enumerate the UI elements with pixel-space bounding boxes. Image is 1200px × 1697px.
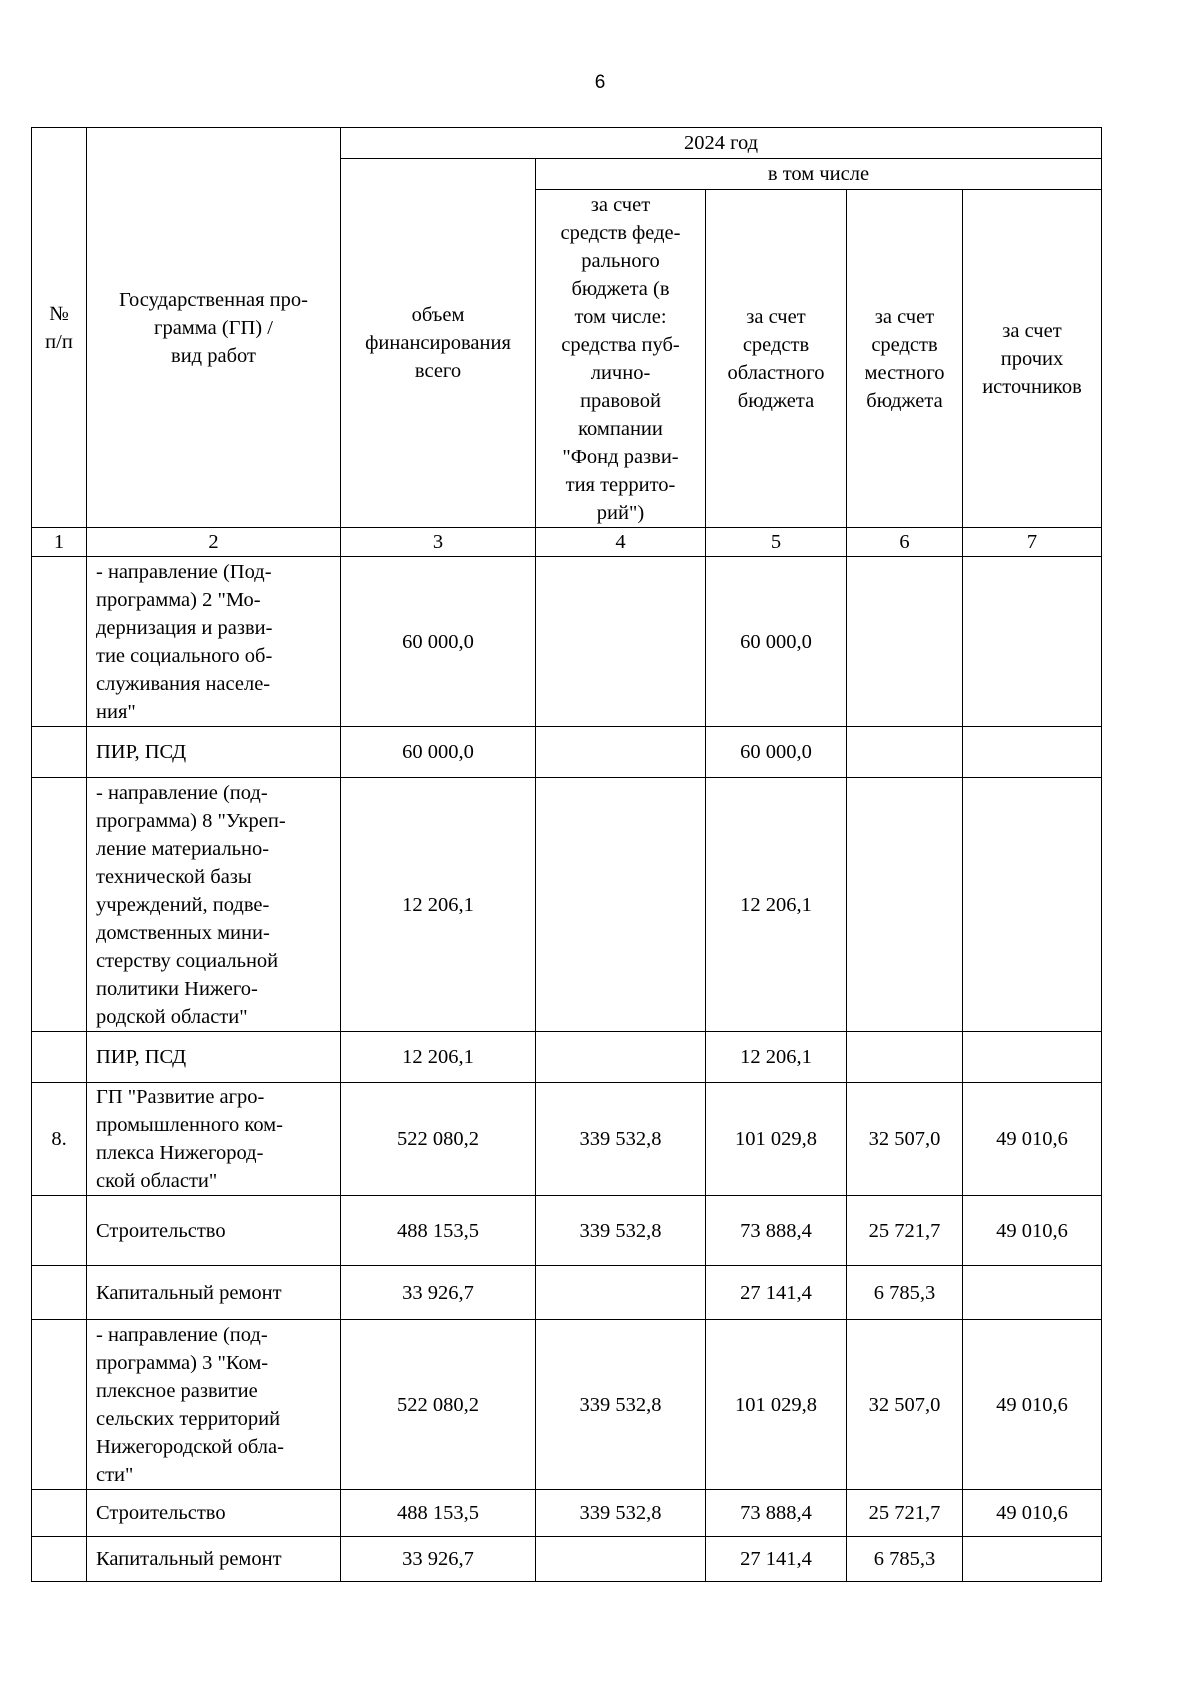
cell-total: 33 926,7 bbox=[341, 1266, 536, 1320]
row-number bbox=[32, 1490, 87, 1537]
cell-other bbox=[963, 1537, 1102, 1582]
column-number: 2 bbox=[87, 528, 341, 557]
cell-federal bbox=[536, 557, 706, 727]
row-name: Капитальный ремонт bbox=[87, 1266, 341, 1320]
cell-other bbox=[963, 778, 1102, 1032]
cell-other: 49 010,6 bbox=[963, 1196, 1102, 1266]
page-number: 6 bbox=[594, 72, 606, 93]
cell-other bbox=[963, 1266, 1102, 1320]
cell-local bbox=[847, 1032, 963, 1083]
table-row bbox=[32, 1032, 1102, 1083]
cell-other: 49 010,6 bbox=[963, 1490, 1102, 1537]
row-number bbox=[32, 778, 87, 1032]
cell-local bbox=[847, 727, 963, 778]
table-row bbox=[32, 1266, 1102, 1320]
cell-total: 488 153,5 bbox=[341, 1490, 536, 1537]
cell-federal bbox=[536, 1537, 706, 1582]
cell-regional: 101 029,8 bbox=[706, 1083, 847, 1196]
column-number: 6 bbox=[847, 528, 963, 557]
row-number bbox=[32, 1537, 87, 1582]
cell-regional: 12 206,1 bbox=[706, 778, 847, 1032]
cell-total: 488 153,5 bbox=[341, 1196, 536, 1266]
cell-regional: 60 000,0 bbox=[706, 557, 847, 727]
column-number: 3 bbox=[341, 528, 536, 557]
cell-total: 522 080,2 bbox=[341, 1320, 536, 1490]
row-name: Строительство bbox=[87, 1490, 341, 1537]
cell-other: 49 010,6 bbox=[963, 1320, 1102, 1490]
cell-regional: 73 888,4 bbox=[706, 1196, 847, 1266]
cell-local bbox=[847, 778, 963, 1032]
table-row bbox=[32, 778, 1102, 1032]
cell-regional: 27 141,4 bbox=[706, 1537, 847, 1582]
cell-regional: 27 141,4 bbox=[706, 1266, 847, 1320]
cell-regional: 12 206,1 bbox=[706, 1032, 847, 1083]
row-number bbox=[32, 1266, 87, 1320]
row-name: Капитальный ремонт bbox=[87, 1537, 341, 1582]
row-number bbox=[32, 1196, 87, 1266]
header-regional-budget: за счет средств областного бюджета bbox=[706, 190, 847, 528]
row-name: ПИР, ПСД bbox=[87, 1032, 341, 1083]
cell-other: 49 010,6 bbox=[963, 1083, 1102, 1196]
header-program: Государственная про- грамма (ГП) / вид работ bbox=[87, 128, 341, 528]
row-name: - направление (под- программа) 8 "Укреп- ление материально- технической базы учреждений, подве- домственных мини- стерству социальной политики Нижего- родской области" bbox=[87, 778, 341, 1032]
cell-federal bbox=[536, 727, 706, 778]
table-row bbox=[32, 1083, 1102, 1196]
row-name: Строительство bbox=[87, 1196, 341, 1266]
cell-federal bbox=[536, 1032, 706, 1083]
header-other-sources: за счет прочих источников bbox=[963, 190, 1102, 528]
row-name: - направление (Под- программа) 2 "Мо- дернизация и разви- тие социального об- служивания населе- ния" bbox=[87, 557, 341, 727]
cell-regional: 60 000,0 bbox=[706, 727, 847, 778]
cell-federal bbox=[536, 778, 706, 1032]
cell-regional: 73 888,4 bbox=[706, 1490, 847, 1537]
cell-regional: 101 029,8 bbox=[706, 1320, 847, 1490]
row-name: ПИР, ПСД bbox=[87, 727, 341, 778]
cell-total: 12 206,1 bbox=[341, 1032, 536, 1083]
column-number: 4 bbox=[536, 528, 706, 557]
cell-other bbox=[963, 727, 1102, 778]
cell-total: 33 926,7 bbox=[341, 1537, 536, 1582]
header-federal-budget: за счет средств феде- рального бюджета (в том числе: средства пуб- лично- правовой компании "Фонд разви- тия террито- рий") bbox=[536, 190, 706, 528]
cell-other bbox=[963, 557, 1102, 727]
cell-total: 522 080,2 bbox=[341, 1083, 536, 1196]
column-number: 5 bbox=[706, 528, 847, 557]
header-including: в том числе bbox=[536, 159, 1102, 190]
cell-federal: 339 532,8 bbox=[536, 1196, 706, 1266]
cell-federal: 339 532,8 bbox=[536, 1083, 706, 1196]
header-number: № п/п bbox=[32, 128, 87, 528]
table-row bbox=[32, 1320, 1102, 1490]
cell-federal bbox=[536, 1266, 706, 1320]
row-number bbox=[32, 557, 87, 727]
cell-federal: 339 532,8 bbox=[536, 1490, 706, 1537]
cell-local: 6 785,3 bbox=[847, 1266, 963, 1320]
table-row bbox=[32, 1537, 1102, 1582]
header-local-budget: за счет средств местного бюджета bbox=[847, 190, 963, 528]
row-number bbox=[32, 727, 87, 778]
table-row bbox=[32, 557, 1102, 727]
cell-total: 60 000,0 bbox=[341, 727, 536, 778]
cell-other bbox=[963, 1032, 1102, 1083]
table-row bbox=[32, 1196, 1102, 1266]
cell-local: 32 507,0 bbox=[847, 1083, 963, 1196]
header-year: 2024 год bbox=[341, 128, 1102, 159]
cell-local bbox=[847, 557, 963, 727]
header-total-funding: объем финансирования всего bbox=[341, 159, 536, 528]
column-numbers-row bbox=[32, 528, 1102, 557]
table-row bbox=[32, 1490, 1102, 1537]
cell-local: 25 721,7 bbox=[847, 1490, 963, 1537]
row-name: - направление (под- программа) 3 "Ком- плексное развитие сельских территорий Нижегородской обла- сти" bbox=[87, 1320, 341, 1490]
row-number bbox=[32, 1320, 87, 1490]
cell-federal: 339 532,8 bbox=[536, 1320, 706, 1490]
column-number: 7 bbox=[963, 528, 1102, 557]
row-name: ГП "Развитие агро- промышленного ком- плекса Нижегород- ской области" bbox=[87, 1083, 341, 1196]
budget-table bbox=[31, 127, 1102, 1582]
cell-local: 6 785,3 bbox=[847, 1537, 963, 1582]
table-row bbox=[32, 727, 1102, 778]
cell-local: 32 507,0 bbox=[847, 1320, 963, 1490]
cell-total: 12 206,1 bbox=[341, 778, 536, 1032]
column-number: 1 bbox=[32, 528, 87, 557]
row-number bbox=[32, 1032, 87, 1083]
row-number: 8. bbox=[32, 1083, 87, 1196]
cell-local: 25 721,7 bbox=[847, 1196, 963, 1266]
cell-total: 60 000,0 bbox=[341, 557, 536, 727]
